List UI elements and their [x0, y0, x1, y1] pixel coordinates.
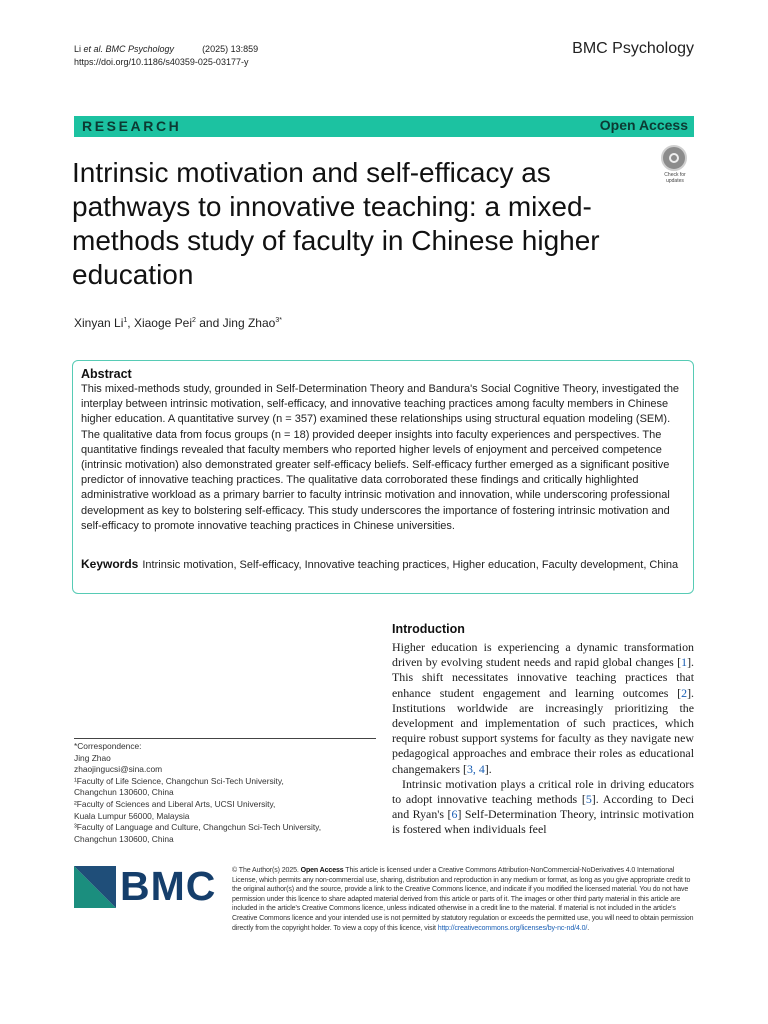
affiliation-1: ¹Faculty of Life Science, Changchun Sci-Tech University, — [74, 775, 284, 786]
keywords — [81, 557, 687, 573]
citation-authors: Li — [74, 44, 84, 54]
open-access-label: Open Access — [599, 117, 688, 133]
check-updates-icon — [661, 145, 687, 171]
license-text: © The Author(s) 2025. Open Access This article is licensed under a Creative Commons Attribution-NonCommercial-NoDerivatives 4.0 International License, which permits any non-commercial use, sharing, distribution and reproduction in any medium or format, as long as you give appropriate credit to the original author(s) and the source, provide a link to the Creative Commons licence, and indicate if you modified the licensed material. You do not have permission under this licence to share adapted material derived from this article or parts of it. The images or other third party material in this article are included in the article's Creative Commons licence, unless indicated otherwise in a credit line to the material. If material is not included in the article's Creative Commons licence and your intended use is not permitted by statutory regulation or exceeds the permitted use, you will need to obtain permission directly from the copyright holder. To view a copy of this licence, visit http://creativecommons.org/licenses/by-nc-nd/4.0/. — [232, 867, 694, 932]
affiliation-2: ²Faculty of Sciences and Liberal Arts, UCSI University, — [74, 798, 276, 809]
section-label: RESEARCH — [82, 118, 182, 134]
reference-link[interactable]: 2 — [681, 685, 688, 700]
abstract-text: This mixed-methods study, grounded in Self-Determination Theory and Bandura's Social Cognitive Theory, investigated the interplay between intrinsic motivation, self-efficacy, and innovative teaching practices among faculty members in Chinese higher education. A quantitative survey (n = 357) examined these relationships using structural equation modeling (SEM). The qualitative data from focus groups (n = 18) provided deeper insights into faculty experiences and perspectives. The quantitative findings revealed that faculty members who reported higher levels of enjoyment and perceived competence (intrinsic motivation) also demonstrated greater self-efficacy beliefs. Self-efficacy further emerged as a significant positive predictor of innovative teaching practices. The qualitative data corroborated these findings and critically highlighted administrative workload as a primary barrier to faculty intrinsic motivation and innovation, while underscoring professional development as key to bolstering self-efficacy. This study underscores the importance of fostering intrinsic motivation and self-efficacy to promote innovative teaching practices in Chinese universities. — [81, 383, 680, 532]
author-list: Xinyan Li$^1$, Xiaoge Pei$^2$ and Jing Zhao$^{3*}$ — [74, 316, 282, 330]
citation-journal: et al. BMC Psychology — [83, 44, 175, 54]
abstract-box — [72, 360, 694, 594]
correspondence-name: Jing Zhao — [74, 752, 111, 763]
license-open-access: Open Access — [300, 867, 344, 874]
introduction-paragraph: Higher education is experiencing a dynamic transformation driven by evolving student needs and rapid global changes [1]. This shift necessitates innovative teaching practices that enhance student engagement and learning outcomes [2]. Institutions worldwide are increasingly prioritizing the development and implementation of such practices, which require robust support systems for faculty as they navigate new pedagogical approaches and embrace their roles as educational changemakers [3, 4]. — [392, 640, 694, 776]
author-name[interactable]: Jing Zhao — [222, 316, 276, 330]
affiliation-3: ³Faculty of Language and Culture, Changchun Sci-Tech University, — [74, 822, 322, 833]
affiliation-2-address: Kuala Lumpur 56000, Malaysia — [74, 810, 190, 821]
keywords-list: Intrinsic motivation, Self-efficacy, Innovative teaching practices, Higher education, Faculty development, China — [142, 559, 679, 571]
citation-line — [74, 43, 258, 56]
introduction-paragraph: Intrinsic motivation plays a critical role in driving educators to adopt innovative teaching methods [5]. According to Deci and Ryan's [6] Self-Determination Theory, intrinsic motivation is fostered when individuals feel — [392, 776, 694, 837]
citation-year: (2025) 13:859 — [202, 44, 259, 54]
bmc-logo-text: BMC — [120, 863, 217, 909]
abstract-heading: Abstract — [81, 367, 132, 381]
journal-name: BMC Psychology — [572, 40, 694, 57]
introduction-body — [392, 640, 694, 838]
doi-link[interactable]: https://doi.org/10.1186/s40359-025-03177-y — [74, 57, 249, 67]
author-affiliation-mark: 1 — [123, 317, 128, 324]
keywords-label: Keywords — [81, 557, 139, 571]
license-link[interactable]: http://creativecommons.org/licenses/by-nc-nd/4.0/ — [437, 924, 588, 932]
reference-link[interactable]: 3, 4 — [466, 761, 485, 776]
affiliation-1-address: Changchun 130600, China — [74, 787, 174, 798]
reference-link[interactable]: 1 — [681, 655, 688, 670]
author-name[interactable]: Xiaoge Pei — [133, 316, 192, 330]
correspondence-email[interactable]: zhaojingucsi@sina.com — [74, 764, 163, 775]
bmc-logo-icon — [74, 866, 116, 908]
citation-header — [74, 43, 258, 69]
check-updates-text: Check for updates — [664, 172, 686, 184]
affiliation-3-address: Changchun 130600, China — [74, 833, 174, 844]
article-title: Intrinsic motivation and self-efficacy as pathways to innovative teaching: a mixed-methods study of faculty in Chinese higher education — [72, 157, 600, 290]
bmc-logo — [74, 863, 217, 909]
author-affiliation-mark: 2 — [192, 317, 196, 324]
author-affiliation-mark: 3* — [275, 317, 282, 324]
reference-link[interactable]: 5 — [585, 792, 592, 807]
check-for-updates-badge[interactable] — [657, 145, 693, 185]
correspondence-block — [74, 738, 376, 845]
introduction-heading: Introduction — [392, 622, 465, 636]
correspondence-label: *Correspondence: — [74, 741, 142, 751]
reference-link[interactable]: 6 — [451, 807, 458, 822]
author-name[interactable]: Xinyan Li — [74, 316, 124, 330]
section-banner — [74, 116, 694, 137]
